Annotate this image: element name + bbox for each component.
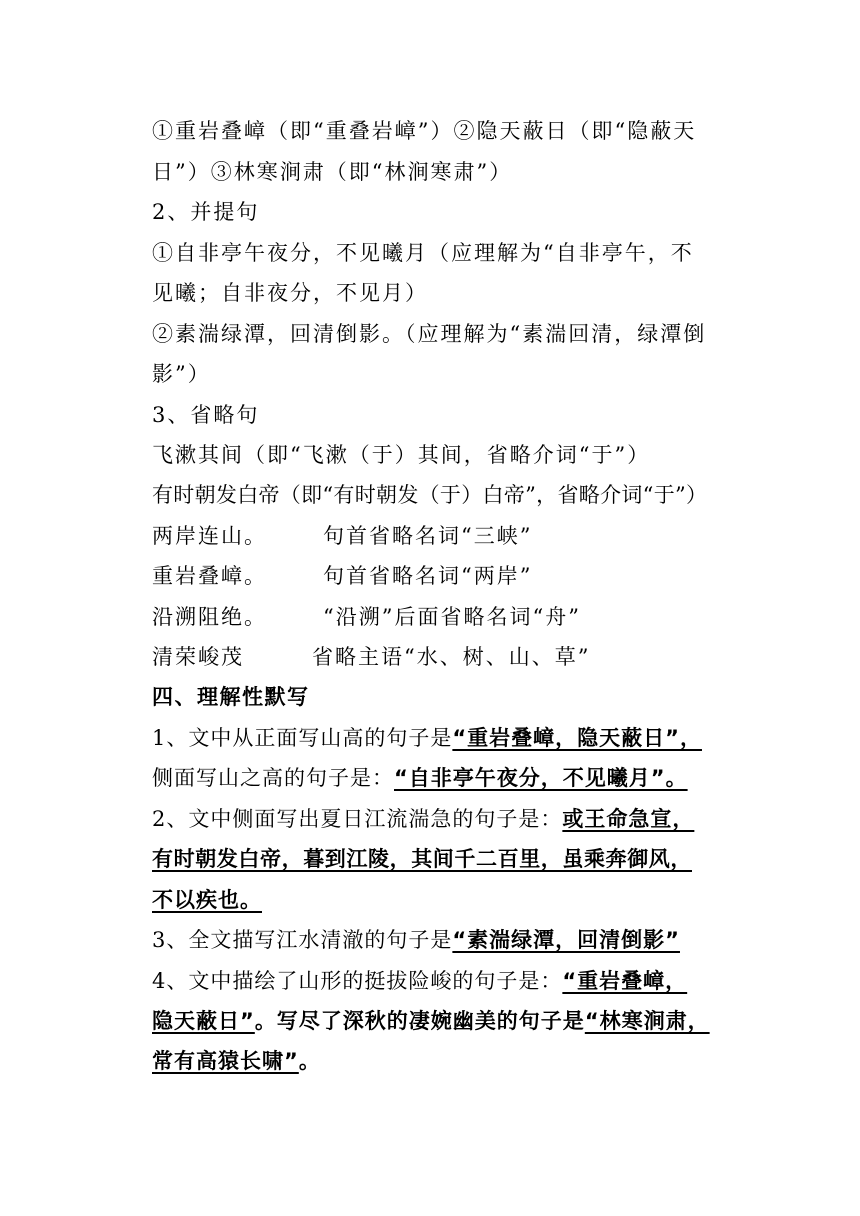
question-2 xyxy=(152,804,694,834)
question-4-end xyxy=(152,1046,321,1076)
section-title: 3、省略句 xyxy=(152,403,260,427)
text-line: ②素湍绿潭，回清倒影。（应理解为“素湍回清，绿潭倒 xyxy=(152,322,707,346)
text-line: 见曦；自非夜分，不见月） xyxy=(152,281,428,305)
answer-text: 隐天蔽日” xyxy=(152,1009,255,1033)
question-1 xyxy=(152,723,702,753)
text-line: 飞漱其间（即“飞漱（于）其间，省略介词“于”） xyxy=(152,443,651,467)
question-text: 侧面写山之高的句子是： xyxy=(152,766,394,790)
question-4 xyxy=(152,966,687,996)
section-title: 2、并提句 xyxy=(152,200,260,224)
text-line: ①自非亭午夜分，不见曦月（应理解为“自非亭午，不 xyxy=(152,241,694,265)
answer-text: 常有高猿长啸” xyxy=(152,1049,299,1073)
answer-text: “素湍绿潭，回清倒影” xyxy=(452,928,680,952)
example-sentence: 重岩叠嶂。 xyxy=(152,564,267,588)
answer-text: 或王命急宣， xyxy=(562,807,695,831)
question-4-cont xyxy=(152,1006,710,1036)
answer-text: “重岩叠嶂， xyxy=(562,969,688,993)
question-text: 。写尽了深秋的凄婉幽美的句子是 xyxy=(254,1009,585,1033)
text-line: ①重岩叠嶂（即“重叠岩嶂”）②隐天蔽日（即“隐蔽天 xyxy=(152,119,697,143)
example-sentence: 两岸连山。 xyxy=(152,524,267,548)
text-line xyxy=(152,642,590,672)
text-line: 有时朝发白帝（即“有时朝发（于）白帝”，省略介词“于”） xyxy=(152,483,708,507)
text-line xyxy=(152,521,532,551)
punctuation: 。 xyxy=(298,1049,321,1073)
answer-text: 不以疾也。 xyxy=(152,888,262,912)
example-note: “沿溯”后面省略名词“舟” xyxy=(323,605,581,629)
example-note: 句首省略名词“三峡” xyxy=(323,524,533,548)
example-sentence: 沿溯阻绝。 xyxy=(152,605,267,629)
question-text: 2、文中侧面写出夏日江流湍急的句子是： xyxy=(152,807,563,831)
answer-text: “重岩叠嶂，隐天蔽日”， xyxy=(452,726,702,750)
section-heading: 四、理解性默写 xyxy=(152,685,310,709)
text-line xyxy=(152,561,532,591)
text-line xyxy=(152,602,581,632)
example-note: 省略主语“水、树、山、草” xyxy=(312,645,591,669)
example-note: 句首省略名词“两岸” xyxy=(323,564,533,588)
answer-text: 有时朝发白帝，暮到江陵，其间千二百里，虽乘奔御风， xyxy=(152,847,692,871)
answer-text: “自非亭午夜分，不见曦月”。 xyxy=(394,766,688,790)
text-line: 日”）③林寒涧肃（即“林涧寒肃”） xyxy=(152,160,513,184)
text-line: 影”） xyxy=(152,362,211,386)
answer-text: “林寒涧肃， xyxy=(584,1009,710,1033)
question-text: 3、全文描写江水清澈的句子是 xyxy=(152,928,453,952)
question-1-cont xyxy=(152,763,688,793)
question-3 xyxy=(152,925,680,955)
question-text: 4、文中描绘了山形的挺拔险峻的句子是： xyxy=(152,969,563,993)
example-sentence: 清荣峻茂 xyxy=(152,645,244,669)
question-text: 1、文中从正面写山高的句子是 xyxy=(152,726,453,750)
